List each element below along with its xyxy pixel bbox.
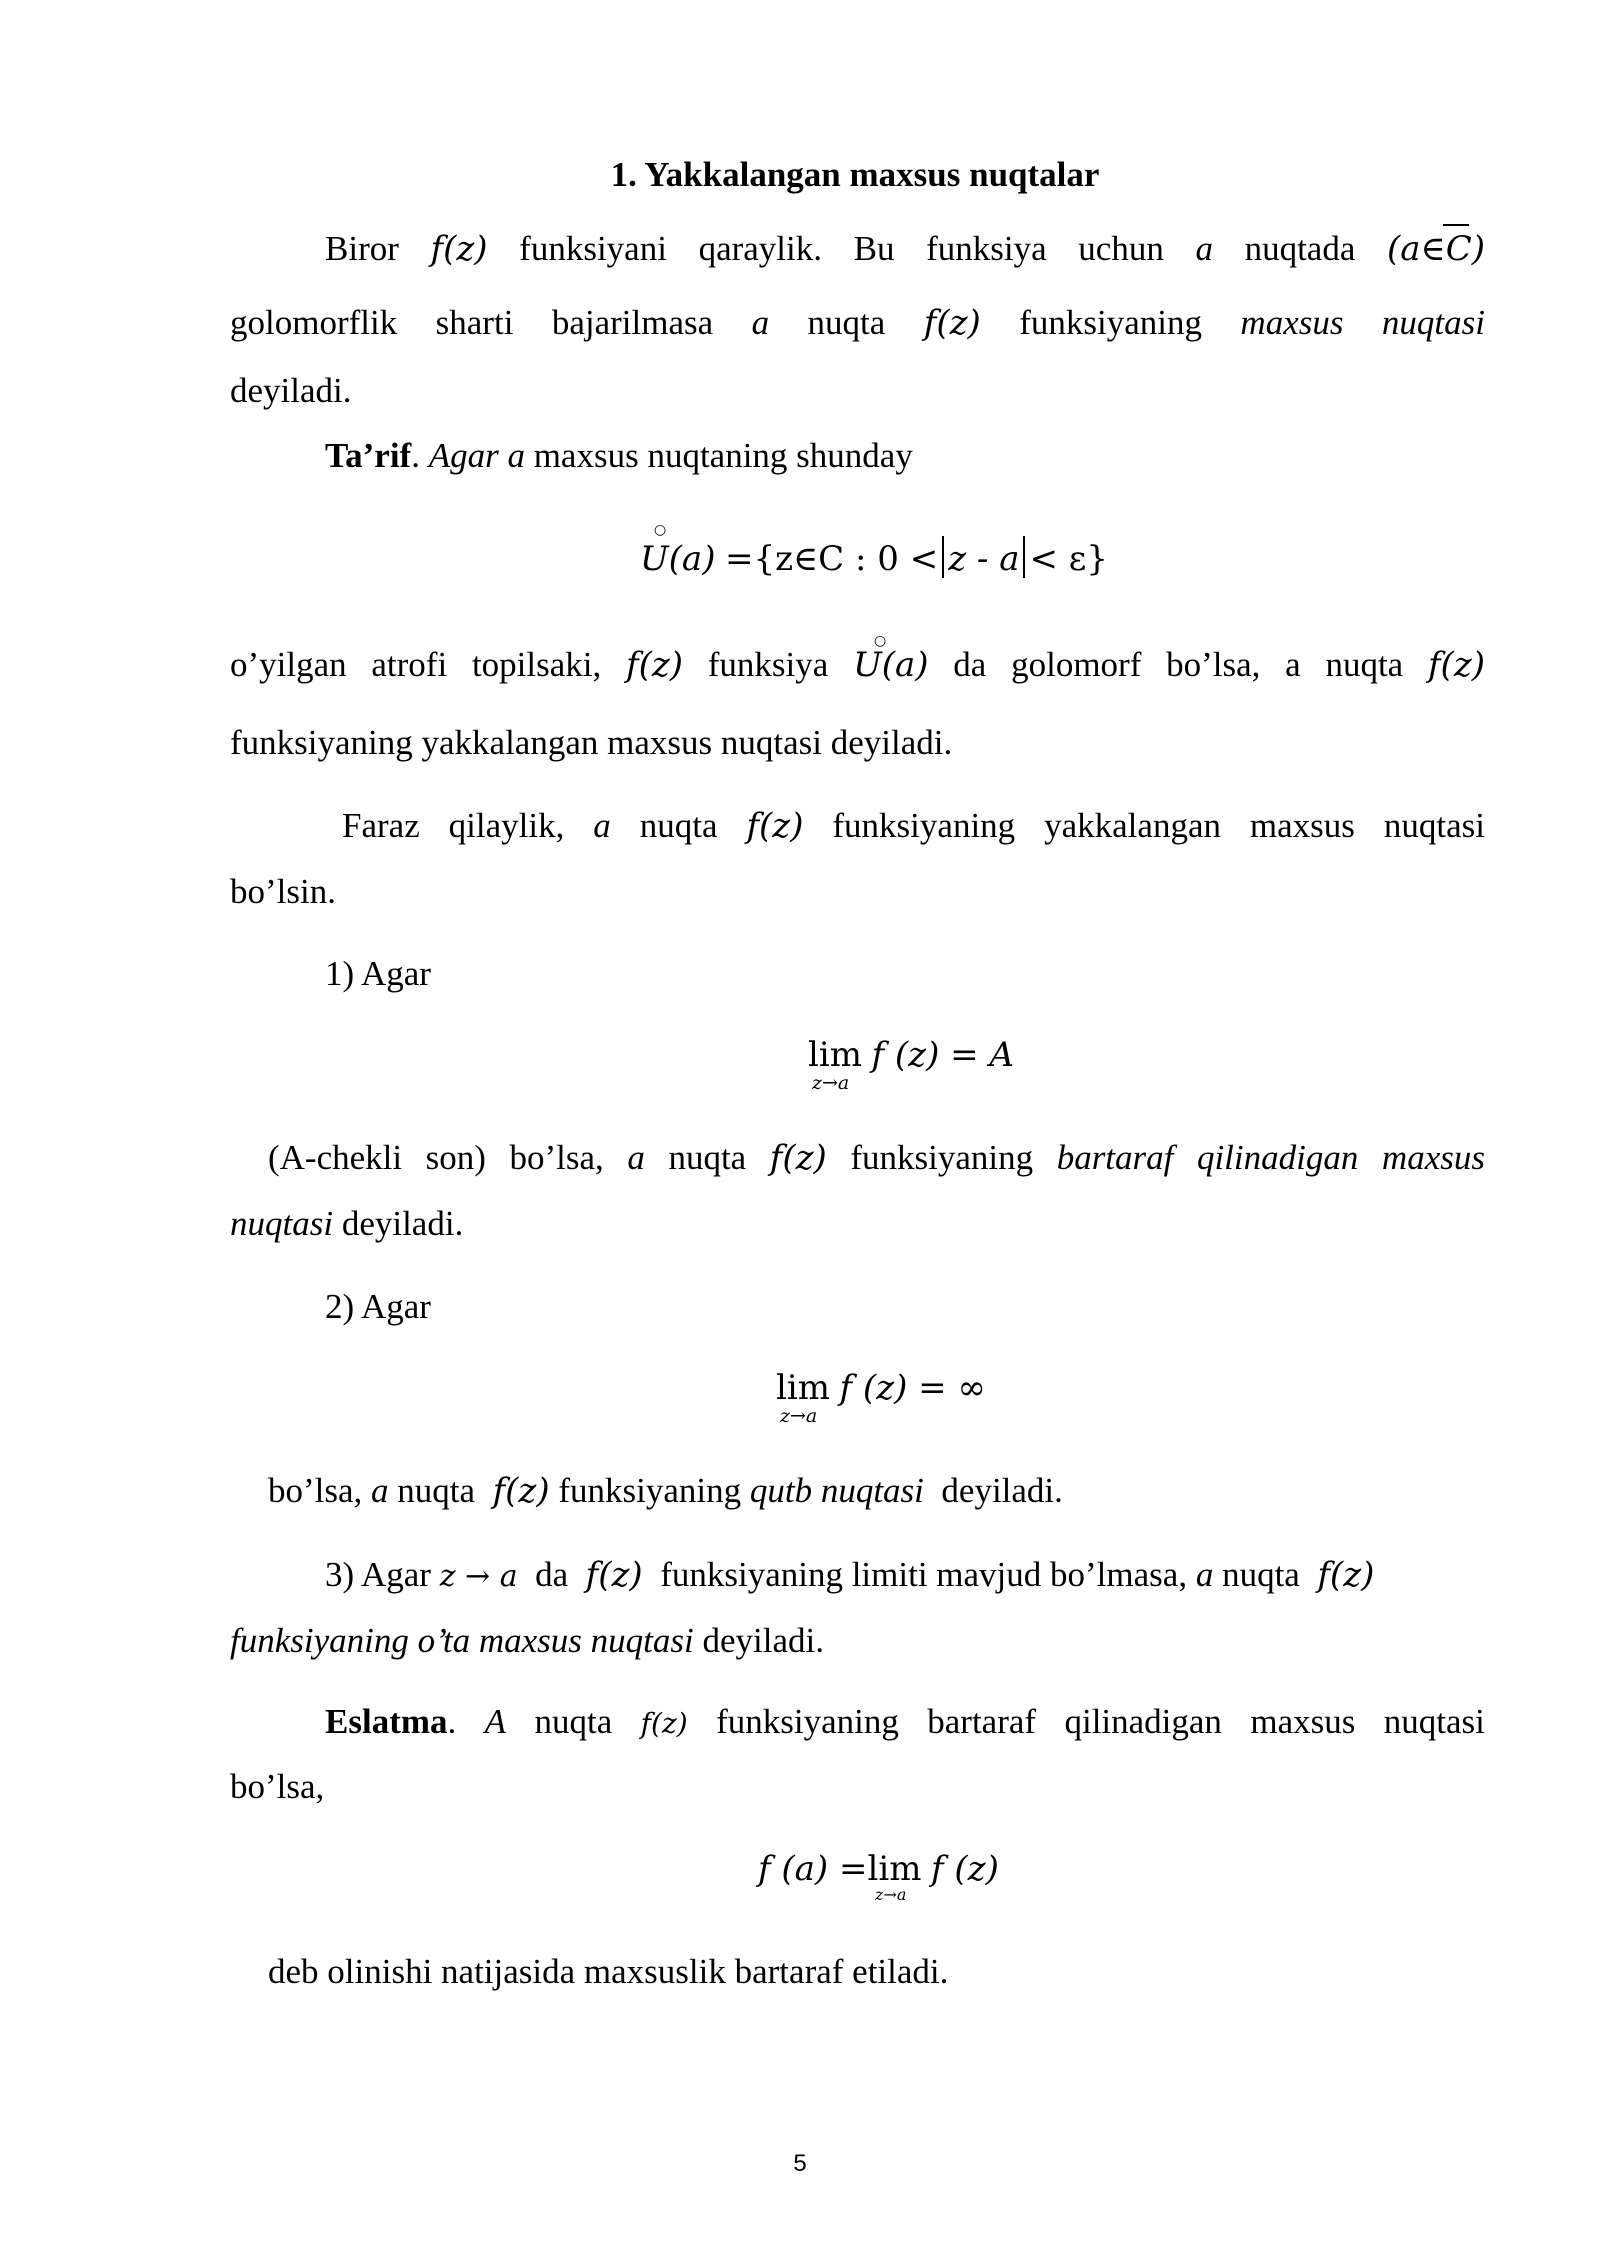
italic-word: qilinadigan — [1196, 1138, 1359, 1177]
word: nuqta — [807, 303, 886, 342]
word: funksiya — [926, 229, 1047, 268]
word: 3) Agar — [325, 1555, 431, 1594]
word: qaraylik. — [698, 229, 822, 268]
item2-label — [325, 1285, 431, 1329]
word: funksiyaning — [558, 1471, 742, 1510]
word: funksiyaning limiti mavjud bo’lmasa, — [660, 1555, 1188, 1594]
math-fa: f (a) = — [758, 1849, 868, 1889]
math-fz: f(z) — [640, 1707, 688, 1740]
word: funksiyaning — [850, 1138, 1034, 1177]
math-a: a — [751, 303, 770, 342]
punctured-ring: ○ — [874, 633, 887, 649]
math-a: a — [371, 1471, 389, 1510]
word: nuqta — [1325, 645, 1404, 684]
p2-line1 — [230, 643, 1485, 687]
math-fz: f(z) — [1317, 1555, 1375, 1595]
word: sharti — [435, 303, 514, 342]
math-a: a — [1195, 229, 1213, 268]
p1-line3 — [230, 369, 352, 413]
p3-line1 — [342, 804, 1485, 848]
note-line2 — [230, 1765, 324, 1809]
word: qilinadigan — [1064, 1702, 1222, 1741]
lim: lim — [867, 1849, 922, 1889]
word: bo’lsa, — [1166, 645, 1261, 684]
p4-line1 — [268, 1136, 1485, 1180]
word: funksiyaning — [1019, 303, 1202, 342]
math-fz: f(z) — [746, 806, 804, 846]
word: funksiyaning — [832, 806, 1016, 845]
note-line1 — [325, 1700, 1485, 1746]
p1-line1 — [325, 227, 1485, 271]
word: son) — [425, 1138, 486, 1177]
item3-line2 — [230, 1619, 824, 1663]
word: 1) Agar — [325, 954, 431, 993]
lim: lim — [808, 1035, 862, 1075]
math-fz: f (z) — [931, 1849, 999, 1889]
closure-overline — [1443, 224, 1469, 226]
word: o’yilgan — [230, 645, 347, 684]
word: nuqta — [397, 1471, 476, 1510]
word: bo’lsin. — [230, 872, 336, 911]
equation-limit-inf — [776, 1365, 986, 1410]
math-ua: U(a) — [640, 539, 716, 579]
italic-word: nuqtasi — [230, 1204, 334, 1243]
math-a: a — [627, 1138, 645, 1177]
word: deyiladi. — [230, 371, 352, 410]
word: deb olinishi natijasida maxsuslik bartaraf etiladi. — [268, 1952, 949, 1991]
lim: lim — [776, 1368, 830, 1408]
italic-word: nuqtasi — [1381, 303, 1485, 342]
word: (A-chekli — [268, 1138, 403, 1177]
limit-subscript: z→a — [780, 1405, 818, 1427]
punct: . — [447, 1702, 457, 1741]
math-fz: f(z) — [626, 645, 684, 685]
math-z-to-a: z → a — [439, 1559, 518, 1594]
word: da — [535, 1555, 569, 1594]
math-abs: z - a — [948, 539, 1020, 579]
final-line — [268, 1950, 948, 1994]
word: deyiladi. — [341, 1204, 464, 1243]
section-heading — [0, 153, 1600, 197]
word: da — [953, 645, 987, 684]
word: nuqta — [639, 806, 718, 845]
word: 2) Agar — [325, 1287, 431, 1326]
word: qilaylik, — [448, 806, 565, 845]
word: a — [1285, 645, 1301, 684]
p4-line2 — [230, 1202, 463, 1246]
limit-subscript: z→a — [875, 1885, 907, 1904]
item3-line1 — [325, 1553, 1374, 1599]
abs-bar-right — [1023, 536, 1025, 578]
word: nuqta — [1222, 1555, 1300, 1594]
math-a: a — [593, 806, 611, 845]
math-expr: f (z) = A — [871, 1035, 1014, 1075]
math-ua: U(a) — [853, 645, 929, 685]
math-fz: f(z) — [492, 1471, 550, 1511]
math-fz: f(z) — [923, 303, 981, 343]
word: nuqtasi — [1383, 806, 1485, 845]
italic-word: maxsus — [1240, 303, 1344, 342]
italic-word: bartaraf — [1056, 1138, 1174, 1177]
word: nuqtada — [1244, 229, 1356, 268]
equation-neighborhood — [640, 536, 1108, 581]
p1-line2 — [230, 301, 1485, 345]
definition-line — [325, 434, 913, 478]
word: bartaraf — [927, 1702, 1037, 1741]
word: Faraz — [342, 806, 420, 845]
word: nuqtasi — [1383, 1702, 1485, 1741]
word: funksiyaning yakkalangan maxsus nuqtasi deyiladi. — [230, 723, 953, 762]
italic-word: maxsus — [1381, 1138, 1485, 1177]
math-fz: f(z) — [585, 1555, 643, 1595]
math-a: a — [507, 436, 525, 475]
word: bajarilmasa — [551, 303, 714, 342]
word: yakkalangan — [1044, 806, 1221, 845]
word: deyiladi. — [941, 1471, 1063, 1510]
word: funksiyaning — [716, 1702, 899, 1741]
word: nuqta — [668, 1138, 747, 1177]
word: Bu — [853, 229, 895, 268]
heading-text: 1. Yakkalangan maxsus nuqtalar — [610, 155, 1100, 194]
math-set-def: ={z∈C : 0 < — [724, 539, 939, 579]
math-eps: < ε} — [1029, 539, 1109, 579]
math-fz: f(z) — [769, 1138, 827, 1178]
p3-line2 — [230, 870, 336, 914]
word: bo’lsa, — [230, 1767, 325, 1806]
p2-line2 — [230, 721, 952, 765]
math-expr: f (z) = ∞ — [839, 1368, 986, 1408]
limit-subscript: z→a — [812, 1072, 850, 1094]
word: bo’lsa, — [268, 1471, 363, 1510]
item1-label — [325, 952, 431, 996]
word: topilsaki, — [471, 645, 602, 684]
italic-word: qutb nuqtasi — [749, 1471, 924, 1510]
word: golomorf — [1011, 645, 1142, 684]
abs-bar-left — [942, 536, 944, 578]
word: Biror — [325, 229, 399, 268]
word: maxsus — [1249, 806, 1355, 845]
math-a: a — [1195, 1555, 1214, 1594]
word: bo’lsa, — [509, 1138, 604, 1177]
word: nuqta — [534, 1702, 613, 1741]
italic-word: Agar — [428, 436, 499, 475]
definition-label: Ta’rif — [325, 436, 412, 475]
page-number: 5 — [793, 2150, 807, 2177]
word: funksiyani — [519, 229, 667, 268]
p5-line — [268, 1469, 1063, 1513]
math-A: A — [484, 1702, 507, 1741]
word: uchun — [1078, 229, 1164, 268]
word: deyiladi. — [702, 1621, 824, 1660]
punctured-ring: ○ — [654, 522, 667, 538]
note-label: Eslatma — [325, 1702, 448, 1741]
math-fz: f(z) — [1427, 645, 1485, 685]
punct: . — [411, 436, 420, 475]
word: atrofi — [371, 645, 448, 684]
word: maxsus nuqtaning shunday — [533, 436, 913, 475]
italic-word: funksiyaning o’ta maxsus nuqtasi — [230, 1621, 694, 1660]
word: golomorflik — [230, 303, 398, 342]
equation-limit-A — [808, 1032, 1014, 1077]
math-fz: f(z) — [430, 229, 488, 269]
math-set: (a∈C) — [1387, 229, 1485, 269]
word: funksiya — [707, 645, 829, 684]
word: maxsus — [1250, 1702, 1356, 1741]
